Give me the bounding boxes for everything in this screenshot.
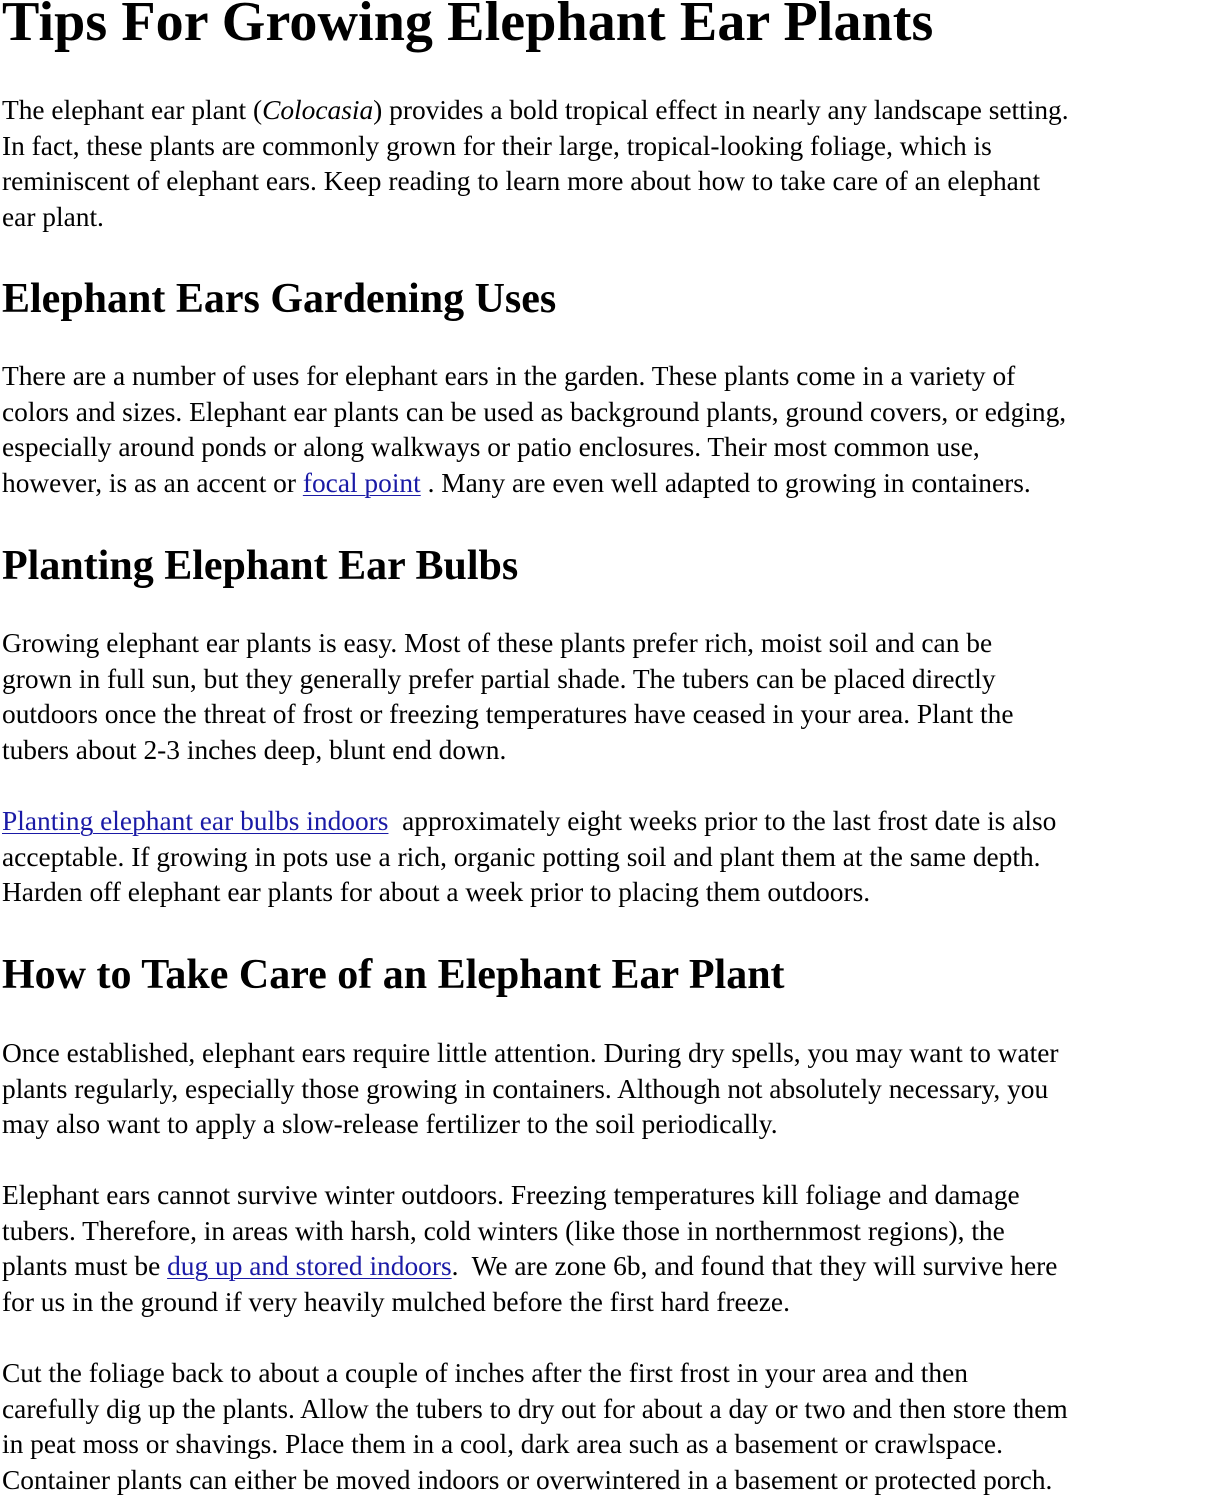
planting-p1-line-3: outdoors once the threat of frost or freezing temperatures have ceased in your area. Plant the	[2, 699, 1014, 729]
uses-line-3: especially around ponds or along walkways or patio enclosures. Their most common use,	[2, 432, 980, 462]
care-p3-line-4: Container plants can either be moved indoors or overwintered in a basement or protected porch.	[2, 1464, 1053, 1495]
uses-paragraph	[2, 359, 1205, 501]
focal-point-link[interactable]: focal point	[302, 467, 421, 498]
section-heading-care: How to Take Care of an Elephant Ear Plant	[2, 952, 785, 998]
care-p1-line-2: plants regularly, especially those growing in containers. Although not absolutely necessary, you	[2, 1073, 1049, 1104]
intro-line-2: In fact, these plants are commonly grown for their large, tropical-looking foliage, which is	[2, 130, 992, 161]
planting-p1-line-1: Growing elephant ear plants is easy. Most of these plants prefer rich, moist soil and can be	[2, 628, 993, 658]
care-p3-line-1: Cut the foliage back to about a couple of inches after the first frost in your area and then	[2, 1358, 968, 1388]
care-p2-line-4: for us in the ground if very heavily mulched before the first hard freeze.	[2, 1286, 790, 1317]
care-p3-line-3: in peat moss or shavings. Place them in a cool, dark area such as a basement or crawlspace.	[2, 1429, 1003, 1459]
care-paragraph-3	[2, 1356, 1205, 1498]
section-heading-planting: Planting Elephant Ear Bulbs	[2, 543, 519, 589]
intro-line-1: The elephant ear plant (Colocasia) provides a bold tropical effect in nearly any landscape setting.	[2, 95, 1069, 125]
care-p2-line-1: Elephant ears cannot survive winter outdoors. Freezing temperatures kill foliage and damage	[2, 1180, 1020, 1210]
planting-p1-line-4: tubers about 2-3 inches deep, blunt end down.	[2, 734, 507, 765]
uses-line-2: colors and sizes. Elephant ear plants can be used as background plants, ground covers, or edging,	[2, 396, 1067, 427]
planting-p1-line-2: grown in full sun, but they generally prefer partial shade. The tubers can be placed directly	[2, 663, 996, 694]
care-p3-line-2: carefully dig up the plants. Allow the tubers to dry out for about a day or two and then store them	[2, 1393, 1068, 1424]
dug-up-stored-indoors-link[interactable]: dug up and stored indoors	[167, 1251, 452, 1281]
intro-paragraph	[2, 93, 1205, 235]
planting-p2-line-1: Planting elephant ear bulbs indoors approximately eight weeks prior to the last frost date is also	[2, 806, 1057, 836]
planting-indoors-link[interactable]: Planting elephant ear bulbs indoors	[2, 806, 389, 836]
planting-paragraph-2	[2, 804, 1205, 911]
care-p1-line-1: Once established, elephant ears require little attention. During dry spells, you may want to water	[2, 1038, 1059, 1068]
botanical-name: Colocasia	[262, 95, 374, 125]
care-p1-line-3: may also want to apply a slow-release fertilizer to the soil periodically.	[2, 1109, 778, 1139]
planting-p2-line-3: Harden off elephant ear plants for about a week prior to placing them outdoors.	[2, 877, 871, 907]
care-paragraph-1	[2, 1036, 1205, 1143]
section-heading-uses: Elephant Ears Gardening Uses	[2, 276, 557, 322]
intro-line-3: reminiscent of elephant ears. Keep reading to learn more about how to take care of an elephant	[2, 166, 1041, 196]
uses-line-1: There are a number of uses for elephant ears in the garden. These plants come in a variety of	[2, 361, 1016, 391]
page-title: Tips For Growing Elephant Ear Plants	[2, 0, 934, 53]
care-p2-line-3: plants must be dug up and stored indoors. We are zone 6b, and found that they will survive here	[2, 1251, 1058, 1281]
intro-line-4: ear plant.	[2, 201, 104, 232]
care-p2-line-2: tubers. Therefore, in areas with harsh, cold winters (like those in northernmost regions), the	[2, 1215, 1005, 1246]
uses-line-4: however, is as an accent or focal point . Many are even well adapted to growing in containers.	[2, 467, 1031, 498]
planting-paragraph-1	[2, 626, 1205, 768]
planting-p2-line-2: acceptable. If growing in pots use a rich, organic potting soil and plant them at the same depth.	[2, 841, 1041, 872]
care-paragraph-2	[2, 1178, 1205, 1320]
